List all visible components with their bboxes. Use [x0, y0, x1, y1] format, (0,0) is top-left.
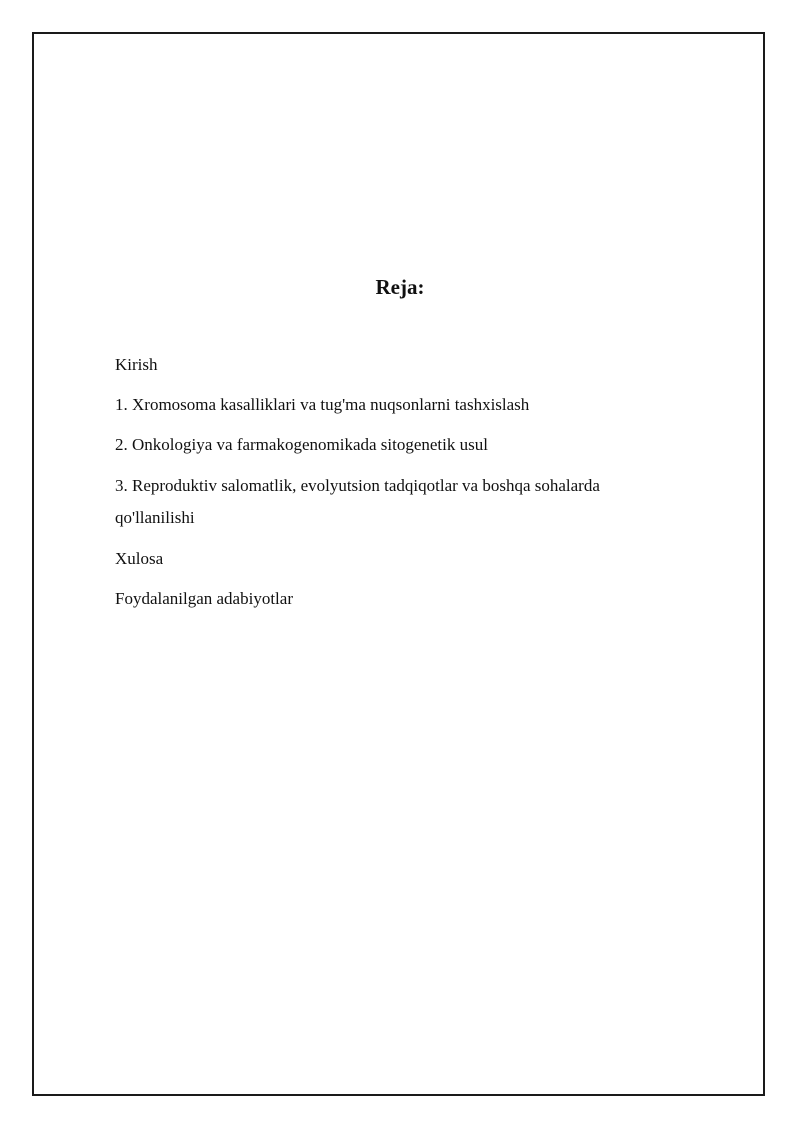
toc-item-1: 1. Xromosoma kasalliklari va tug'ma nuqsonlarni tashxislash	[115, 395, 530, 414]
toc-item-references: Foydalanilgan adabiyotlar	[115, 589, 293, 608]
toc-item-conclusion: Xulosa	[115, 549, 164, 568]
toc-item-2: 2. Onkologiya va farmakogenomikada sitogenetik usul	[115, 435, 488, 454]
toc-item-introduction: Kirish	[115, 355, 158, 374]
table-of-contents	[115, 350, 675, 624]
toc-item-3: 3. Reproduktiv salomatlik, evolyutsion tadqiqotlar va boshqa sohalarda qo'llanilishi	[115, 476, 600, 527]
page-title: Reja:	[375, 275, 425, 299]
